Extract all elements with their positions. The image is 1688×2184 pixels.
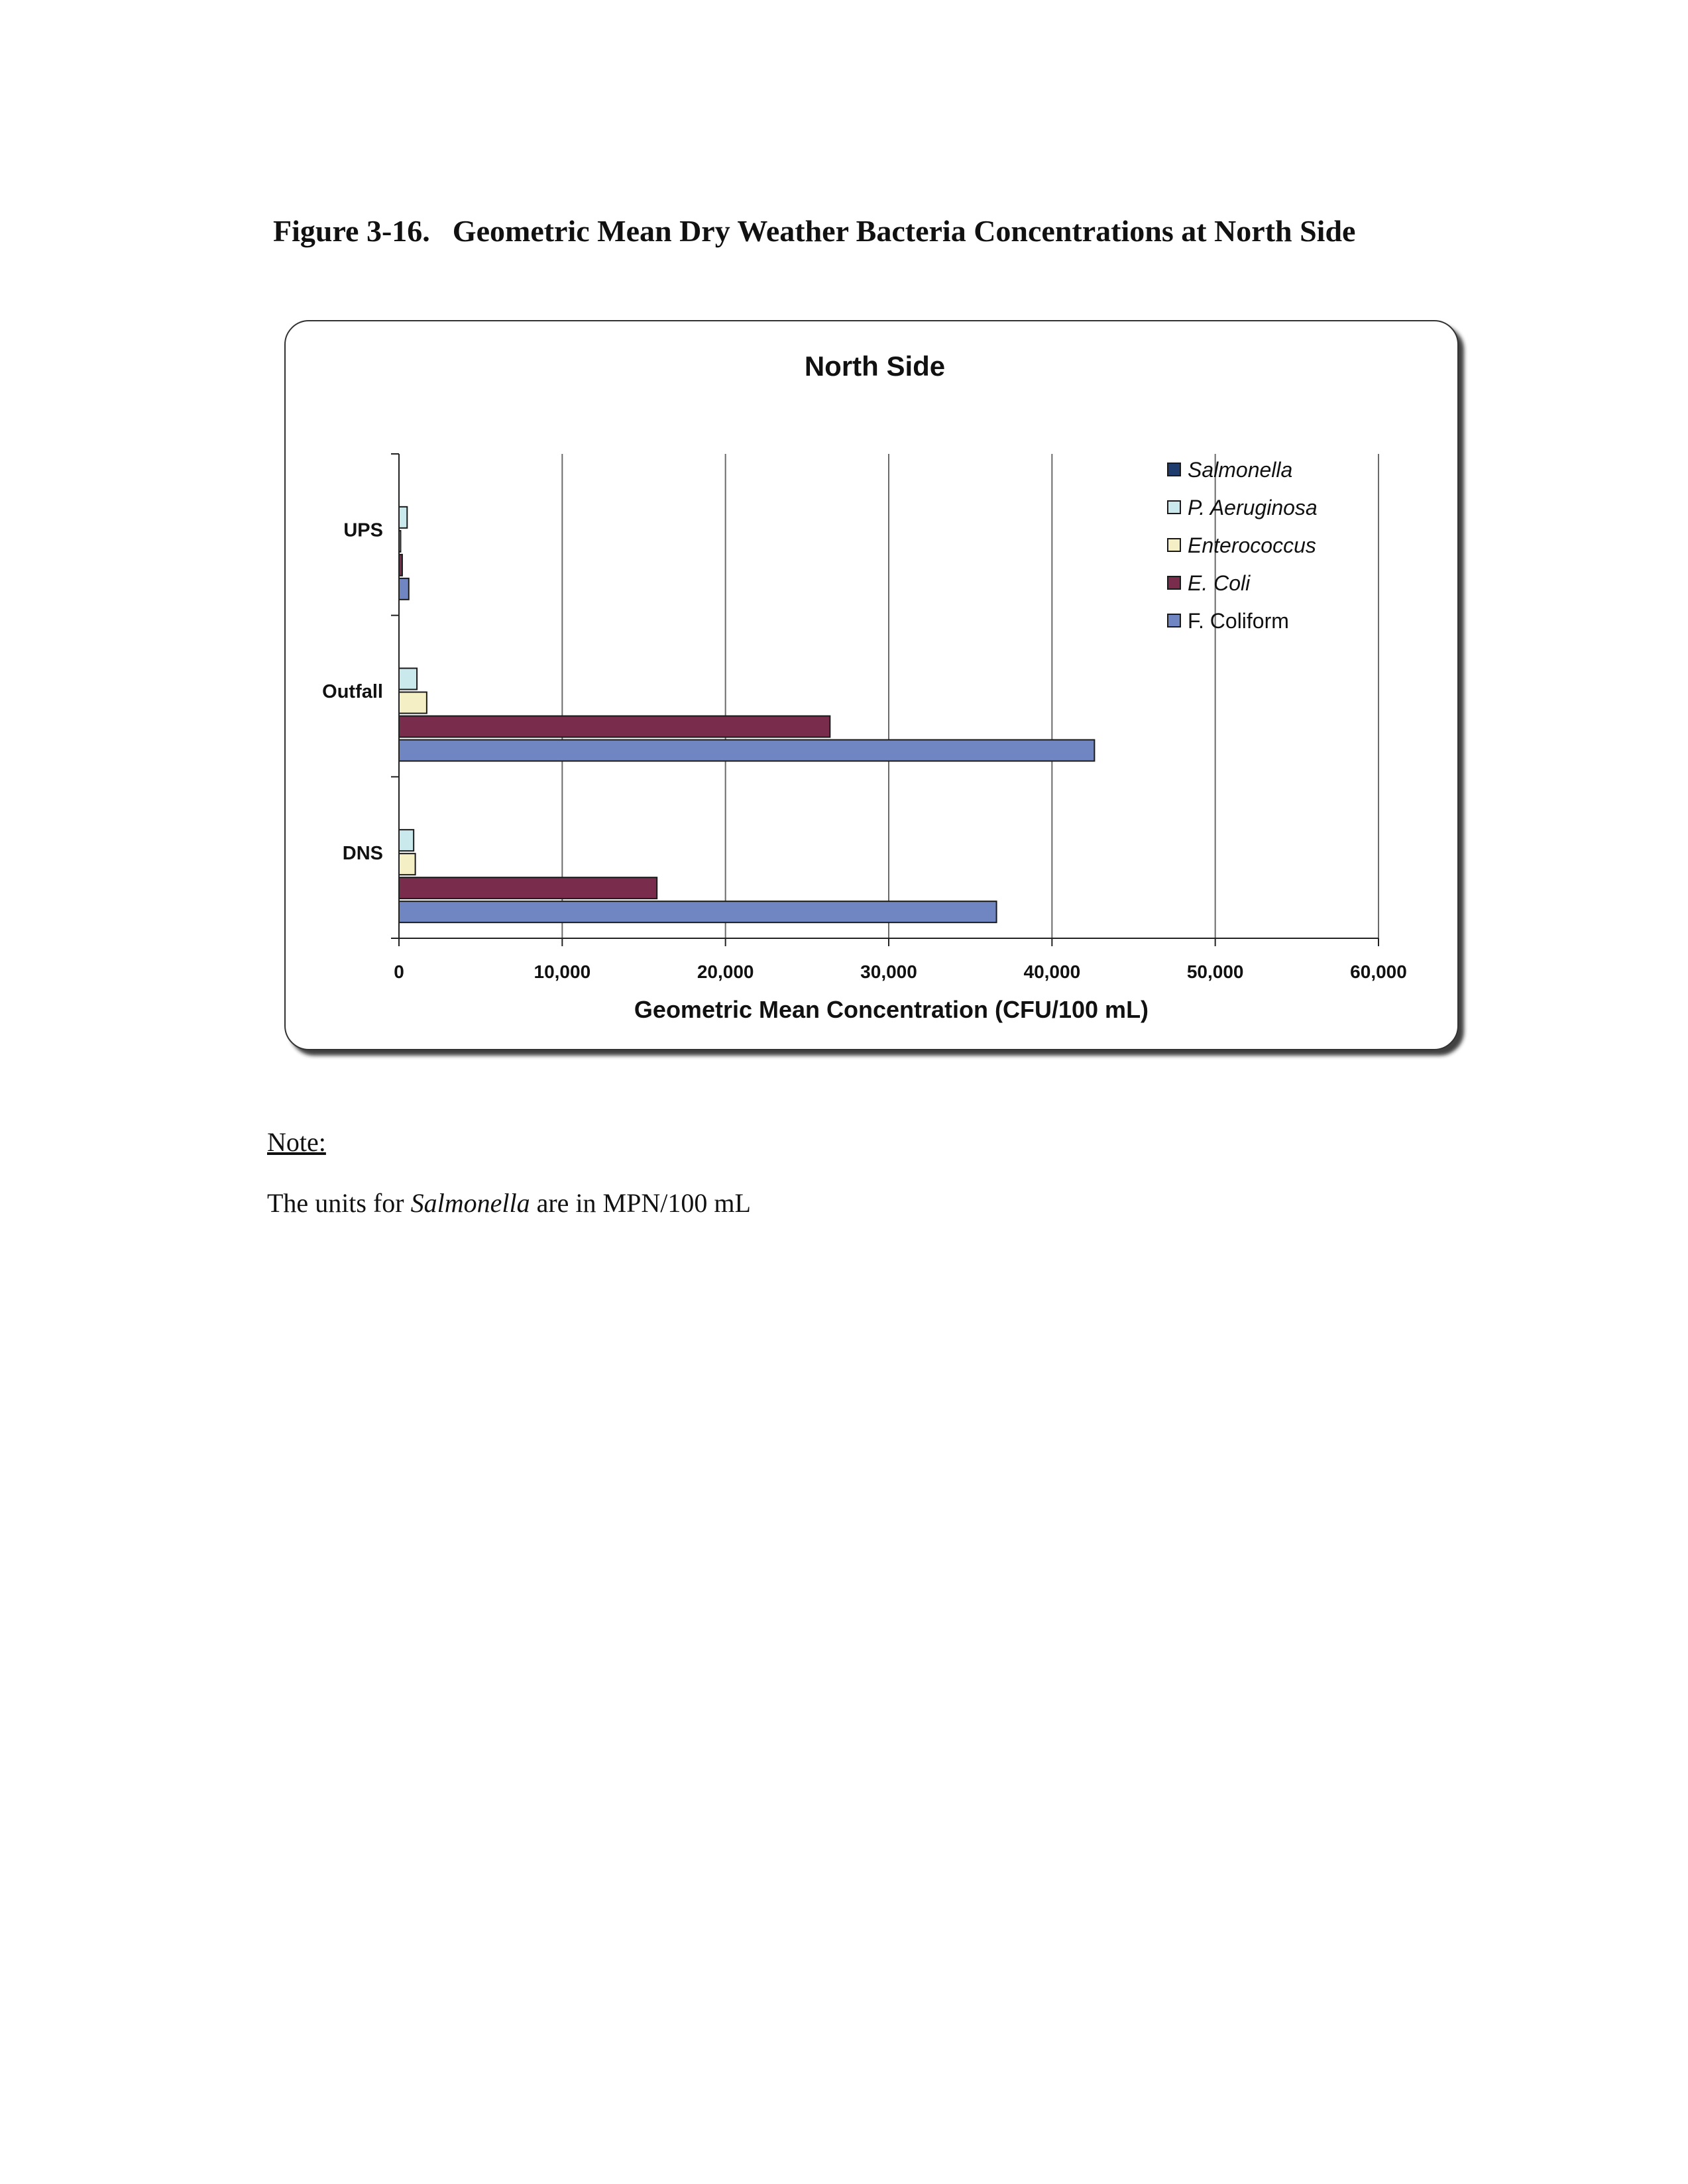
- note-label: Note:: [267, 1127, 326, 1157]
- chart-title: North Side: [804, 351, 946, 382]
- legend-label: Salmonella: [1188, 458, 1293, 482]
- y-tick-label: DNS: [342, 842, 383, 864]
- bar: [399, 877, 657, 899]
- note-text: [267, 1187, 751, 1219]
- note-text-prefix: The units for: [267, 1188, 411, 1218]
- bar: [399, 669, 417, 690]
- legend-swatch: [1168, 501, 1180, 514]
- figure-title: Geometric Mean Dry Weather Bacteria Concentrations at North Side: [452, 214, 1356, 248]
- x-tick-label: 20,000: [697, 961, 754, 982]
- legend-swatch: [1168, 614, 1180, 627]
- x-tick-label: 40,000: [1023, 961, 1081, 982]
- bar: [399, 740, 1094, 761]
- legend-swatch: [1168, 463, 1180, 476]
- bar: [399, 507, 407, 528]
- x-tick-label: 60,000: [1350, 961, 1407, 982]
- bar: [399, 830, 414, 851]
- x-tick-label: 10,000: [534, 961, 591, 982]
- legend-label: P. Aeruginosa: [1188, 496, 1318, 519]
- x-tick-label: 0: [394, 961, 404, 982]
- legend-label: F. Coliform: [1188, 609, 1289, 633]
- y-tick-label: Outfall: [322, 681, 383, 703]
- y-tick-label: UPS: [343, 519, 383, 541]
- x-tick-label: 30,000: [860, 961, 917, 982]
- x-axis-title: Geometric Mean Concentration (CFU/100 mL): [634, 996, 1149, 1023]
- legend-swatch: [1168, 539, 1180, 551]
- bar: [399, 853, 416, 875]
- x-tick-label: 50,000: [1186, 961, 1244, 982]
- bar: [399, 901, 997, 922]
- legend-label: E. Coli: [1188, 571, 1251, 595]
- note-text-italic: Salmonella: [410, 1188, 530, 1218]
- legend-swatch: [1168, 576, 1180, 589]
- bar: [399, 716, 830, 737]
- figure-number: Figure 3-16.: [273, 214, 430, 248]
- bar: [399, 578, 409, 600]
- bar: [399, 692, 427, 714]
- note-text-suffix: are in MPN/100 mL: [530, 1188, 751, 1218]
- chart-frame: [285, 321, 1458, 1050]
- legend-label: Enterococcus: [1188, 533, 1316, 557]
